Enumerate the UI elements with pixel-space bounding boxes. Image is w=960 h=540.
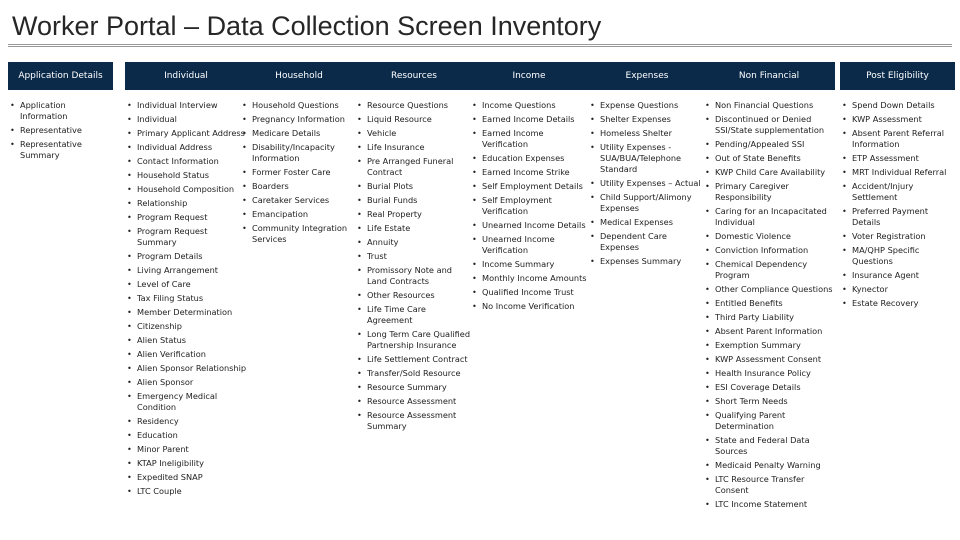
screen-item: • Expense Questions <box>588 100 706 111</box>
screen-item: • Life Insurance <box>355 142 473 153</box>
screen-item: • MRT Individual Referral <box>840 167 955 178</box>
screen-item: • Alien Sponsor <box>125 377 247 388</box>
screen-item: • Transfer/Sold Resource <box>355 368 473 379</box>
screen-item: • Resource Assessment Summary <box>355 410 473 432</box>
screen-item: • Shelter Expenses <box>588 114 706 125</box>
screen-item: • Life Settlement Contract <box>355 354 473 365</box>
screen-list <box>588 100 706 267</box>
screen-item: • Caring for an Incapacitated Individual <box>703 206 835 228</box>
screen-item: • Utility Expenses - SUA/BUA/Telephone Standard <box>588 142 706 175</box>
screen-item: • Community Integration Services <box>240 223 358 245</box>
screen-item: • Burial Funds <box>355 195 473 206</box>
page-title: Worker Portal – Data Collection Screen Inventory <box>12 11 602 41</box>
screen-item: • Unearned Income Verification <box>470 234 588 256</box>
screen-item: • Earned Income Strike <box>470 167 588 178</box>
screen-item: • Caretaker Services <box>240 195 358 206</box>
screen-item: • Other Compliance Questions <box>703 284 835 295</box>
column-header: Individual <box>125 62 247 90</box>
screen-item: • Life Time Care Agreement <box>355 304 473 326</box>
screen-item: • Income Questions <box>470 100 588 111</box>
screen-item: • Qualified Income Trust <box>470 287 588 298</box>
screen-item: • Accident/Injury Settlement <box>840 181 955 203</box>
column-header: Resources <box>355 62 473 90</box>
column-0 <box>8 62 113 164</box>
column-6 <box>703 62 835 513</box>
screen-item: • Resource Summary <box>355 382 473 393</box>
screen-item: • Trust <box>355 251 473 262</box>
screen-list <box>840 100 955 309</box>
screen-item: • Minor Parent <box>125 444 247 455</box>
screen-item: • Boarders <box>240 181 358 192</box>
screen-item: • Absent Parent Referral Information <box>840 128 955 150</box>
screen-item: • Program Request <box>125 212 247 223</box>
screen-list <box>240 100 358 245</box>
column-7 <box>840 62 955 312</box>
screen-item: • Vehicle <box>355 128 473 139</box>
screen-item: • Monthly Income Amounts <box>470 273 588 284</box>
screen-item: • Household Questions <box>240 100 358 111</box>
screen-item: • Individual Address <box>125 142 247 153</box>
screen-item: • Child Support/Alimony Expenses <box>588 192 706 214</box>
screen-item: • Disability/Incapacity Information <box>240 142 358 164</box>
screen-item: • Alien Verification <box>125 349 247 360</box>
screen-item: • Long Term Care Qualified Partnership Insurance <box>355 329 473 351</box>
column-header: Application Details <box>8 62 113 90</box>
screen-item: • Burial Plots <box>355 181 473 192</box>
screen-item: • Exemption Summary <box>703 340 835 351</box>
screen-item: • Resource Questions <box>355 100 473 111</box>
screen-item: • Promissory Note and Land Contracts <box>355 265 473 287</box>
screen-item: • Chemical Dependency Program <box>703 259 835 281</box>
screen-item: • Education Expenses <box>470 153 588 164</box>
screen-item: • Program Details <box>125 251 247 262</box>
screen-item: • Self Employment Details <box>470 181 588 192</box>
screen-item: • Income Summary <box>470 259 588 270</box>
screen-item: • Education <box>125 430 247 441</box>
screen-item: • Former Foster Care <box>240 167 358 178</box>
screen-item: • Health Insurance Policy <box>703 368 835 379</box>
screen-item: • Medicaid Penalty Warning <box>703 460 835 471</box>
screen-item: • Representative <box>8 125 113 136</box>
screen-item: • KWP Assessment Consent <box>703 354 835 365</box>
screen-item: • Pre Arranged Funeral Contract <box>355 156 473 178</box>
screen-item: • KWP Assessment <box>840 114 955 125</box>
screen-item: • Representative Summary <box>8 139 113 161</box>
screen-item: • State and Federal Data Sources <box>703 435 835 457</box>
screen-item: • Liquid Resource <box>355 114 473 125</box>
column-1 <box>125 62 247 500</box>
screen-item: • Homeless Shelter <box>588 128 706 139</box>
screen-item: • Unearned Income Details <box>470 220 588 231</box>
screen-list <box>8 100 113 161</box>
screen-item: • Non Financial Questions <box>703 100 835 111</box>
column-5 <box>588 62 706 270</box>
screen-list <box>125 100 247 497</box>
screen-item: • Voter Registration <box>840 231 955 242</box>
screen-item: • Domestic Violence <box>703 231 835 242</box>
column-3 <box>355 62 473 435</box>
screen-item: • Absent Parent Information <box>703 326 835 337</box>
screen-item: • Life Estate <box>355 223 473 234</box>
screen-item: • Self Employment Verification <box>470 195 588 217</box>
screen-item: • Alien Sponsor Relationship <box>125 363 247 374</box>
screen-item: • Primary Caregiver Responsibility <box>703 181 835 203</box>
screen-list <box>355 100 473 432</box>
screen-item: • LTC Income Statement <box>703 499 835 510</box>
column-header: Household <box>240 62 358 90</box>
screen-item: • Medical Expenses <box>588 217 706 228</box>
screen-item: • MA/QHP Specific Questions <box>840 245 955 267</box>
screen-item: • Pregnancy Information <box>240 114 358 125</box>
screen-item: • Out of State Benefits <box>703 153 835 164</box>
screen-item: • ETP Assessment <box>840 153 955 164</box>
column-header: Expenses <box>588 62 706 90</box>
screen-item: • Earned Income Verification <box>470 128 588 150</box>
screen-list <box>470 100 588 312</box>
screen-item: • LTC Resource Transfer Consent <box>703 474 835 496</box>
column-header: Income <box>470 62 588 90</box>
screen-item: • Program Request Summary <box>125 226 247 248</box>
screen-item: • Household Composition <box>125 184 247 195</box>
screen-item: • Relationship <box>125 198 247 209</box>
column-2 <box>240 62 358 248</box>
screen-item: • LTC Couple <box>125 486 247 497</box>
screen-item: • Spend Down Details <box>840 100 955 111</box>
screen-item: • Emancipation <box>240 209 358 220</box>
screen-item: • KTAP Ineligibility <box>125 458 247 469</box>
screen-item: • Emergency Medical Condition <box>125 391 247 413</box>
screen-item: • Expenses Summary <box>588 256 706 267</box>
screen-list <box>703 100 835 510</box>
column-header: Non Financial <box>703 62 835 90</box>
screen-item: • Utility Expenses – Actual <box>588 178 706 189</box>
screen-item: • Expedited SNAP <box>125 472 247 483</box>
column-header: Post Eligibility <box>840 62 955 90</box>
screen-item: • Annuity <box>355 237 473 248</box>
screen-item: • KWP Child Care Availability <box>703 167 835 178</box>
title-divider <box>8 44 952 47</box>
screen-item: • Tax Filing Status <box>125 293 247 304</box>
screen-item: • Kynector <box>840 284 955 295</box>
screen-item: • Living Arrangement <box>125 265 247 276</box>
screen-item: • Pending/Appealed SSI <box>703 139 835 150</box>
column-4 <box>470 62 588 315</box>
screen-item: • Resource Assessment <box>355 396 473 407</box>
screen-item: • Preferred Payment Details <box>840 206 955 228</box>
screen-item: • Qualifying Parent Determination <box>703 410 835 432</box>
screen-item: • Application Information <box>8 100 113 122</box>
screen-item: • Short Term Needs <box>703 396 835 407</box>
screen-item: • Entitled Benefits <box>703 298 835 309</box>
screen-item: • Real Property <box>355 209 473 220</box>
screen-item: • Individual <box>125 114 247 125</box>
screen-item: • Earned Income Details <box>470 114 588 125</box>
screen-item: • Citizenship <box>125 321 247 332</box>
screen-item: • Individual Interview <box>125 100 247 111</box>
screen-item: • Medicare Details <box>240 128 358 139</box>
screen-item: • Alien Status <box>125 335 247 346</box>
screen-item: • Dependent Care Expenses <box>588 231 706 253</box>
screen-item: • Conviction Information <box>703 245 835 256</box>
screen-item: • Insurance Agent <box>840 270 955 281</box>
screen-item: • Primary Applicant Address <box>125 128 247 139</box>
screen-item: • No Income Verification <box>470 301 588 312</box>
screen-item: • Residency <box>125 416 247 427</box>
screen-item: • Member Determination <box>125 307 247 318</box>
screen-item: • Third Party Liability <box>703 312 835 323</box>
screen-item: • Discontinued or Denied SSI/State supplementation <box>703 114 835 136</box>
screen-item: • Estate Recovery <box>840 298 955 309</box>
screen-item: • Other Resources <box>355 290 473 301</box>
screen-item: • Household Status <box>125 170 247 181</box>
screen-item: • ESI Coverage Details <box>703 382 835 393</box>
screen-item: • Contact Information <box>125 156 247 167</box>
screen-item: • Level of Care <box>125 279 247 290</box>
